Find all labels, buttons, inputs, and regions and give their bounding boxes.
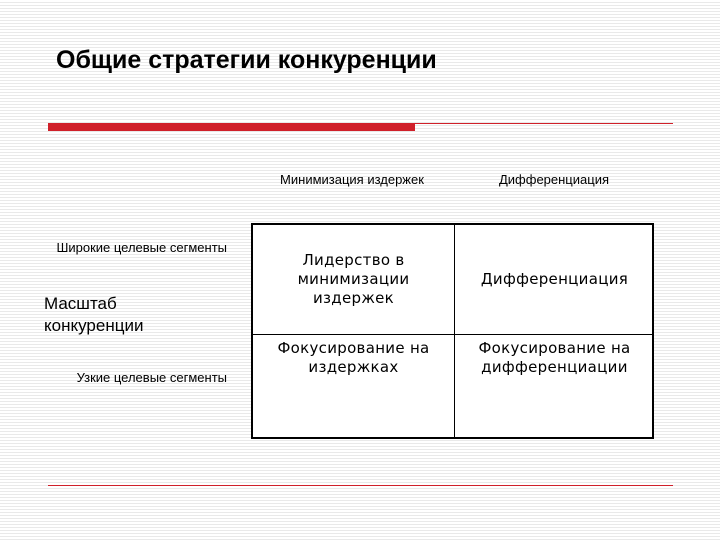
row-label-narrow: Узкие целевые сегменты bbox=[76, 370, 227, 385]
row-label-wide: Широкие целевые сегменты bbox=[56, 240, 227, 255]
cell-cost-focus-text: Фокусирование на издержках bbox=[277, 339, 430, 376]
title-underline-line bbox=[415, 123, 673, 124]
cell-cost-focus bbox=[253, 335, 454, 397]
column-header-cost: Минимизация издержек bbox=[280, 172, 424, 187]
cell-differentiation-focus-text: Фокусирование на дифференциации bbox=[478, 339, 631, 376]
cell-differentiation-focus bbox=[455, 335, 654, 397]
strategy-matrix bbox=[251, 223, 654, 439]
column-header-differentiation: Дифференциация bbox=[498, 172, 609, 187]
axis-label-scope bbox=[44, 293, 143, 337]
axis-label-text: Масштаб конкуренции bbox=[44, 294, 144, 335]
footer-line bbox=[48, 485, 673, 486]
cell-differentiation bbox=[455, 225, 654, 334]
cell-cost-leadership bbox=[253, 225, 454, 334]
slide-title: Общие стратегии конкуренции bbox=[56, 46, 437, 74]
cell-cost-leadership-text: Лидерство в минимизации издержек bbox=[297, 251, 410, 307]
cell-differentiation-text: Дифференциация bbox=[480, 270, 629, 288]
title-underline-bar bbox=[48, 123, 415, 131]
